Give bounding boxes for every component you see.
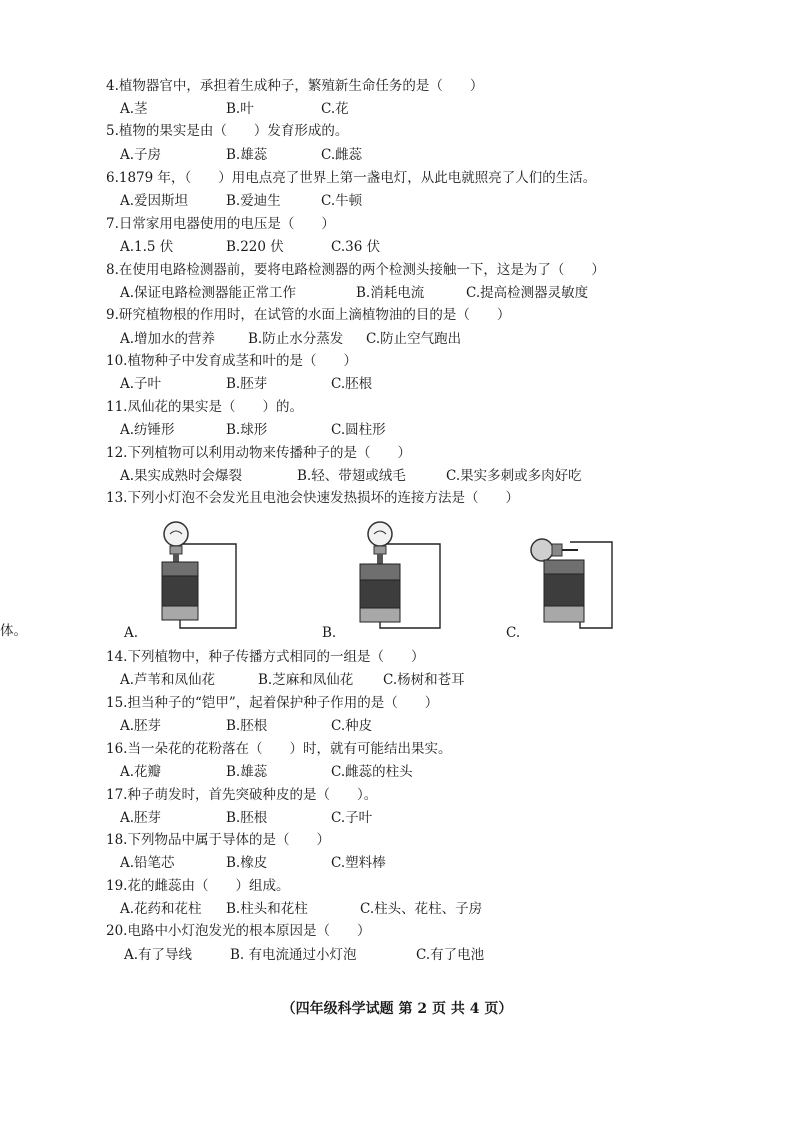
circuit-figure-b bbox=[340, 516, 450, 636]
question-18: 18.下列物品中属于导体的是（ ） bbox=[106, 832, 330, 848]
option-a: A.茎 bbox=[120, 101, 148, 117]
option-a: A.增加水的营养 bbox=[120, 331, 216, 347]
figure-label-a: A. bbox=[124, 625, 139, 641]
option-c: C.塑料棒 bbox=[331, 855, 386, 871]
option-c: C.雌蕊的柱头 bbox=[331, 764, 413, 780]
question-5: 5.植物的果实是由（ ）发育形成的。 bbox=[106, 123, 349, 139]
question-17: 17.种子萌发时，首先突破种皮的是（ ）。 bbox=[106, 787, 378, 803]
option-a: A.花药和花柱 bbox=[120, 901, 202, 917]
option-c: C.36 伏 bbox=[331, 239, 381, 255]
option-a: A.子房 bbox=[120, 147, 162, 163]
margin-note: 体。 bbox=[0, 623, 27, 639]
option-a: A.花瓣 bbox=[120, 764, 162, 780]
option-b: B.轻、带翅或绒毛 bbox=[297, 468, 406, 484]
option-a: A.铅笔芯 bbox=[120, 855, 175, 871]
figure-label-b: B. bbox=[322, 625, 337, 641]
option-c: C.牛顿 bbox=[321, 193, 363, 209]
option-c: C.圆柱形 bbox=[331, 422, 386, 438]
question-9: 9.研究植物根的作用时，在试管的水面上滴植物油的目的是（ ） bbox=[106, 307, 511, 323]
option-a: A.胚芽 bbox=[120, 718, 162, 734]
option-a: A.有了导线 bbox=[124, 947, 193, 963]
circuit-figure-a bbox=[140, 516, 250, 636]
question-16: 16.当一朵花的花粉落在（ ）时，就有可能结出果实。 bbox=[106, 741, 452, 757]
option-b: B.胚根 bbox=[226, 810, 268, 826]
option-a: A.纺锤形 bbox=[120, 422, 175, 438]
circuit-figure-c bbox=[522, 524, 622, 636]
option-a: A.保证电路检测器能正常工作 bbox=[120, 285, 297, 301]
option-b: B.防止水分蒸发 bbox=[248, 331, 344, 347]
option-b: B.爱迪生 bbox=[226, 193, 281, 209]
option-c: C.防止空气跑出 bbox=[366, 331, 462, 347]
option-a: A.果实成熟时会爆裂 bbox=[120, 468, 243, 484]
option-b: B.雄蕊 bbox=[226, 147, 268, 163]
option-b: B.220 伏 bbox=[226, 239, 284, 255]
question-7: 7.日常家用电器使用的电压是（ ） bbox=[106, 216, 335, 232]
option-c: C.花 bbox=[321, 101, 349, 117]
question-14: 14.下列植物中，种子传播方式相同的一组是（ ） bbox=[106, 649, 425, 665]
question-8: 8.在使用电路检测器前，要将电路检测器的两个检测头接触一下，这是为了（ ） bbox=[106, 262, 605, 278]
option-a: A.1.5 伏 bbox=[120, 239, 174, 255]
option-c: C.有了电池 bbox=[416, 947, 485, 963]
option-b: B.叶 bbox=[226, 101, 254, 117]
option-b: B.橡皮 bbox=[226, 855, 268, 871]
question-20: 20.电路中小灯泡发光的根本原因是（ ） bbox=[106, 923, 371, 939]
option-a: A.爱因斯坦 bbox=[120, 193, 189, 209]
option-c: C.柱头、花柱、子房 bbox=[360, 901, 483, 917]
option-b: B.胚根 bbox=[226, 718, 268, 734]
option-c: C.杨树和苍耳 bbox=[383, 672, 465, 688]
option-c: C.子叶 bbox=[331, 810, 373, 826]
option-b: B. 有电流通过小灯泡 bbox=[230, 947, 357, 963]
option-a: A.子叶 bbox=[120, 376, 162, 392]
question-6: 6.1879 年，（ ）用电点亮了世界上第一盏电灯，从此电就照亮了人们的生活。 bbox=[106, 170, 597, 186]
question-19: 19.花的雌蕊由（ ）组成。 bbox=[106, 878, 290, 894]
question-15: 15.担当种子的“铠甲”，起着保护种子作用的是（ ） bbox=[106, 695, 439, 711]
option-c: C.雌蕊 bbox=[321, 147, 363, 163]
question-13: 13.下列小灯泡不会发光且电池会快速发热损坏的连接方法是（ ） bbox=[106, 490, 519, 506]
question-10: 10.植物种子中发育成茎和叶的是（ ） bbox=[106, 353, 357, 369]
option-c: C.提高检测器灵敏度 bbox=[466, 285, 589, 301]
figure-label-c: C. bbox=[506, 625, 521, 641]
option-b: B.球形 bbox=[226, 422, 268, 438]
option-a: A.芦苇和凤仙花 bbox=[120, 672, 216, 688]
option-b: B.消耗电流 bbox=[356, 285, 425, 301]
option-b: B.胚芽 bbox=[226, 376, 268, 392]
question-4: 4.植物器官中，承担着生成种子，繁殖新生命任务的是（ ） bbox=[106, 78, 484, 94]
question-11: 11.凤仙花的果实是（ ）的。 bbox=[106, 399, 303, 415]
option-c: C.果实多刺或多肉好吃 bbox=[446, 468, 582, 484]
option-b: B.柱头和花柱 bbox=[226, 901, 308, 917]
option-a: A.胚芽 bbox=[120, 810, 162, 826]
option-c: C.种皮 bbox=[331, 718, 373, 734]
option-c: C.胚根 bbox=[331, 376, 373, 392]
option-b: B.雄蕊 bbox=[226, 764, 268, 780]
option-b: B.芝麻和凤仙花 bbox=[258, 672, 354, 688]
page-footer: （四年级科学试题 第 2 页 共 4 页） bbox=[281, 1001, 513, 1017]
question-12: 12.下列植物可以利用动物来传播种子的是（ ） bbox=[106, 445, 411, 461]
